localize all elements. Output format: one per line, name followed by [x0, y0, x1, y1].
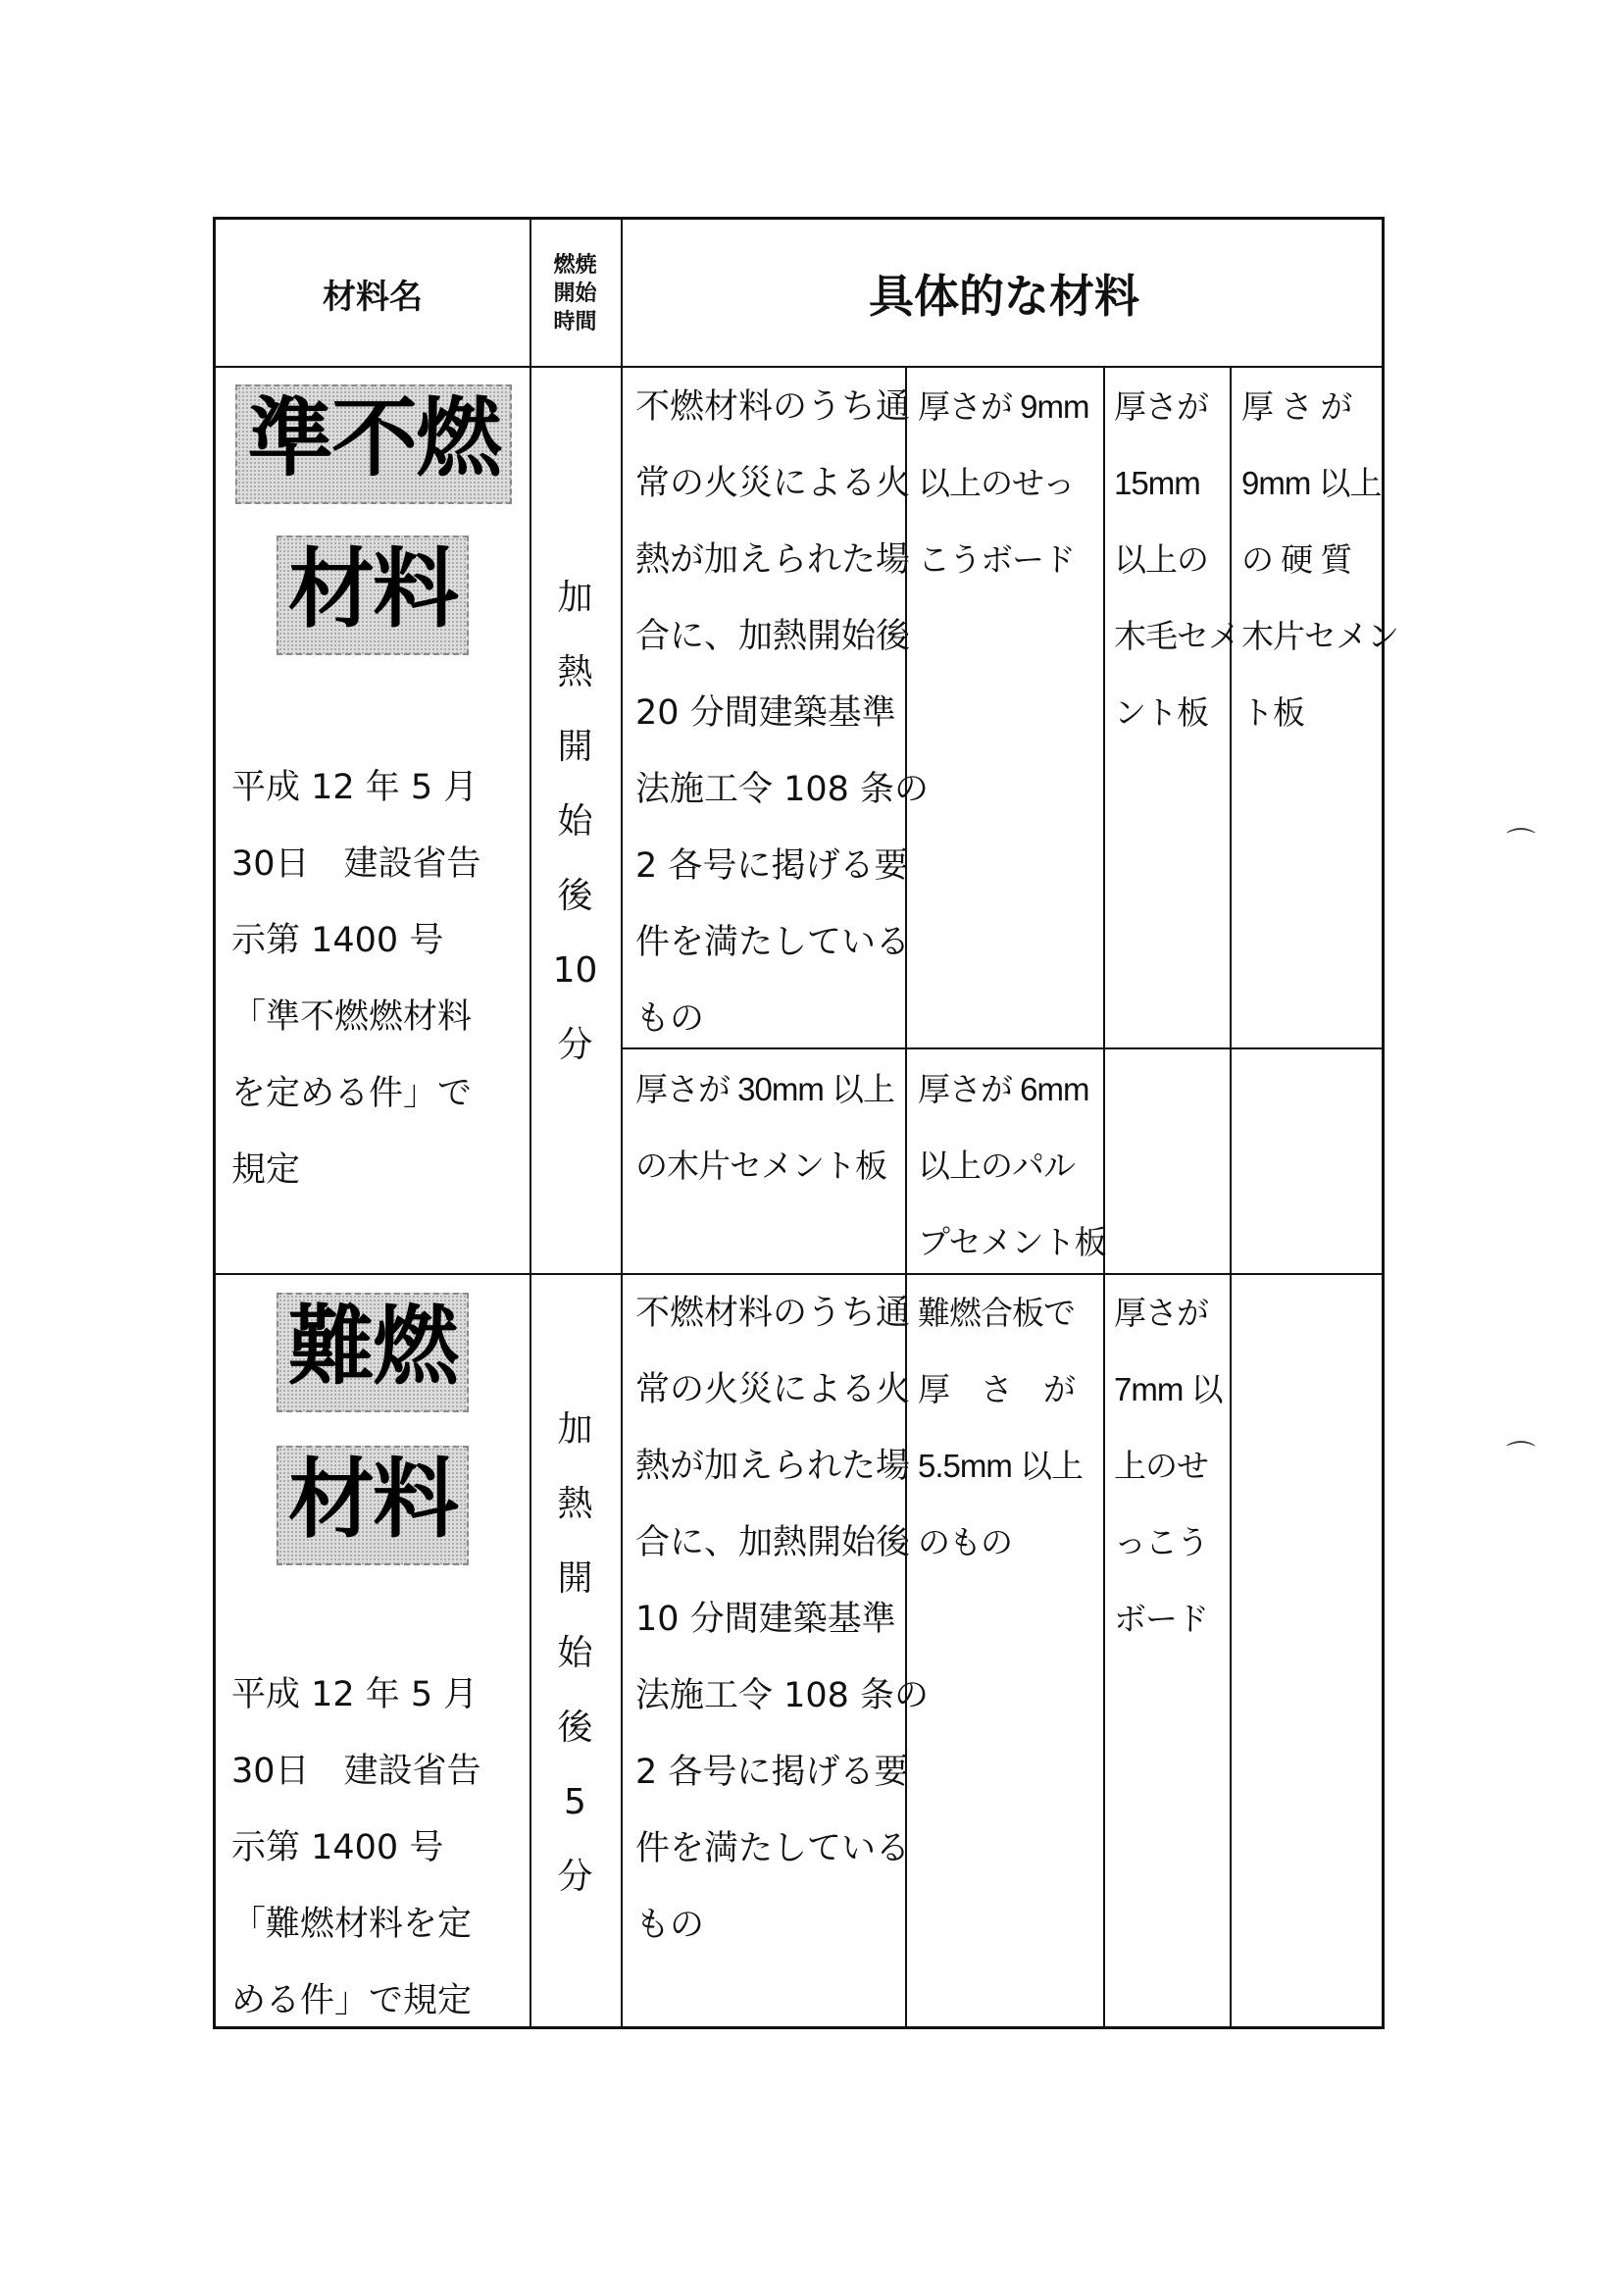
scan-speck-mark: ⌒	[1506, 1440, 1536, 1474]
semi-material-thick-wood-chip-board	[635, 1051, 894, 1204]
material-line: こうボード	[918, 541, 1075, 578]
material-line: 以上の	[1114, 541, 1208, 578]
flame-ignition-time	[530, 1393, 621, 1914]
material-line: 法施工令 108 条の	[635, 770, 930, 809]
material-line: ント板	[1114, 694, 1208, 731]
note-line: 平成 12 年 5 月	[231, 768, 479, 807]
semi-material-pulp-cement-board	[918, 1051, 1106, 1281]
note-line: 規定	[231, 1150, 301, 1190]
note-line: 示第 1400 号	[231, 921, 444, 960]
flame-material-general	[635, 1275, 929, 1964]
material-line: 7mm 以	[1114, 1371, 1223, 1407]
note-line: める件」で規定	[231, 1981, 473, 2020]
header-material-name: 材料名	[323, 277, 423, 317]
note-line: 「難燃材料を定	[231, 1905, 473, 1944]
material-line: 2 各号に掲げる要	[635, 846, 909, 886]
scan-speck-mark: ⌒	[1506, 827, 1536, 861]
material-line: っこう	[1114, 1524, 1208, 1560]
material-line: 難燃合板で	[918, 1295, 1075, 1331]
material-line: 不燃材料のうち通	[635, 1294, 911, 1333]
note-line: 「準不燃燃材料	[231, 997, 473, 1037]
material-line: 15mm	[1114, 465, 1200, 501]
semi-regulation-note	[231, 749, 481, 1208]
time-char: 始	[557, 801, 593, 842]
semi-ignition-time	[530, 561, 621, 1083]
material-line: ボード	[1114, 1601, 1208, 1637]
material-line: の 硬 質	[1241, 541, 1352, 578]
header-time-line: 燃焼	[553, 252, 597, 278]
material-line: 件を満たしている	[635, 923, 911, 962]
col-divider	[621, 220, 623, 2026]
time-char: 5	[564, 1782, 586, 1822]
semi-material-general	[635, 369, 929, 1057]
material-line: 常の火災による火	[635, 1370, 911, 1409]
material-line: 以上のせっ	[918, 465, 1075, 501]
material-line: 熱が加えられた場	[635, 540, 911, 580]
semi-material-wood-chip-board	[1241, 369, 1398, 751]
material-line: もの	[635, 1906, 705, 1945]
flame-regulation-note	[231, 1657, 481, 2039]
time-char: 分	[557, 1857, 593, 1897]
flame-title-line2: 材料	[277, 1446, 469, 1565]
material-line: 5.5mm 以上	[918, 1448, 1084, 1484]
material-line: 20 分間建築基準	[635, 693, 896, 733]
material-line: 厚さが	[1114, 1295, 1208, 1331]
semi-material-gypsum-board	[918, 369, 1089, 598]
note-line: 示第 1400 号	[231, 1828, 444, 1867]
time-char: 開	[557, 727, 593, 767]
semi-title-line2: 材料	[277, 536, 469, 655]
note-line: 平成 12 年 5 月	[231, 1675, 479, 1714]
material-line: 厚 さ が	[918, 1371, 1075, 1407]
material-line: 合に、加熱開始後	[635, 1523, 911, 1562]
material-line: 厚さが	[1114, 388, 1208, 425]
flame-material-plywood	[918, 1275, 1083, 1581]
flame-title-line1: 難燃	[277, 1293, 469, 1412]
time-char: 加	[557, 1409, 593, 1450]
material-line: 厚さが 9mm	[918, 388, 1089, 425]
note-line: を定める件」で	[231, 1074, 473, 1113]
flame-material-gypsum-board	[1114, 1275, 1223, 1658]
time-char: 後	[557, 1708, 593, 1748]
material-line: 法施工令 108 条の	[635, 1676, 930, 1715]
materials-table	[213, 217, 1398, 2029]
material-line: ト板	[1241, 694, 1304, 731]
time-char: 始	[557, 1633, 593, 1673]
header-ignition-time	[530, 220, 621, 367]
material-line: 厚 さ が	[1241, 388, 1352, 425]
material-line: 不燃材料のうち通	[635, 387, 911, 427]
material-line: 木片セメン	[1241, 618, 1398, 654]
header-time-line: 開始	[553, 281, 597, 306]
header-time-line: 時間	[553, 309, 597, 334]
header-specific-materials: 具体的な材料	[869, 270, 1139, 323]
material-line: の木片セメント板	[635, 1148, 886, 1184]
time-char: 熱	[557, 1484, 593, 1524]
material-line: のもの	[918, 1524, 1012, 1560]
material-line: 以上のパル	[918, 1148, 1075, 1184]
time-char: 開	[557, 1558, 593, 1599]
material-line: もの	[635, 999, 705, 1039]
note-line: 30日 建設省告	[231, 1752, 481, 1791]
material-line: 厚さが 6mm	[918, 1071, 1089, 1107]
material-line: 上のせ	[1114, 1448, 1208, 1484]
time-char: 後	[557, 876, 593, 916]
time-char: 加	[557, 578, 593, 618]
material-line: 熱が加えられた場	[635, 1447, 911, 1486]
time-char: 熱	[557, 652, 593, 692]
material-line: 件を満たしている	[635, 1829, 911, 1868]
material-line: 厚さが 30mm 以上	[635, 1071, 895, 1107]
material-line: 2 各号に掲げる要	[635, 1753, 909, 1792]
note-line: 30日 建設省告	[231, 844, 481, 884]
material-line: プセメント板	[918, 1224, 1106, 1260]
material-line: 合に、加熱開始後	[635, 617, 911, 656]
semi-title-line1: 準不燃	[235, 384, 512, 504]
material-line: 9mm 以上	[1241, 465, 1382, 501]
material-line: 10 分間建築基準	[635, 1600, 896, 1639]
material-line: 木毛セメ	[1114, 618, 1239, 654]
time-char: 10	[552, 950, 598, 991]
time-char: 分	[557, 1025, 593, 1065]
material-line: 常の火災による火	[635, 464, 911, 503]
semi-material-wood-wool-board	[1114, 369, 1239, 751]
